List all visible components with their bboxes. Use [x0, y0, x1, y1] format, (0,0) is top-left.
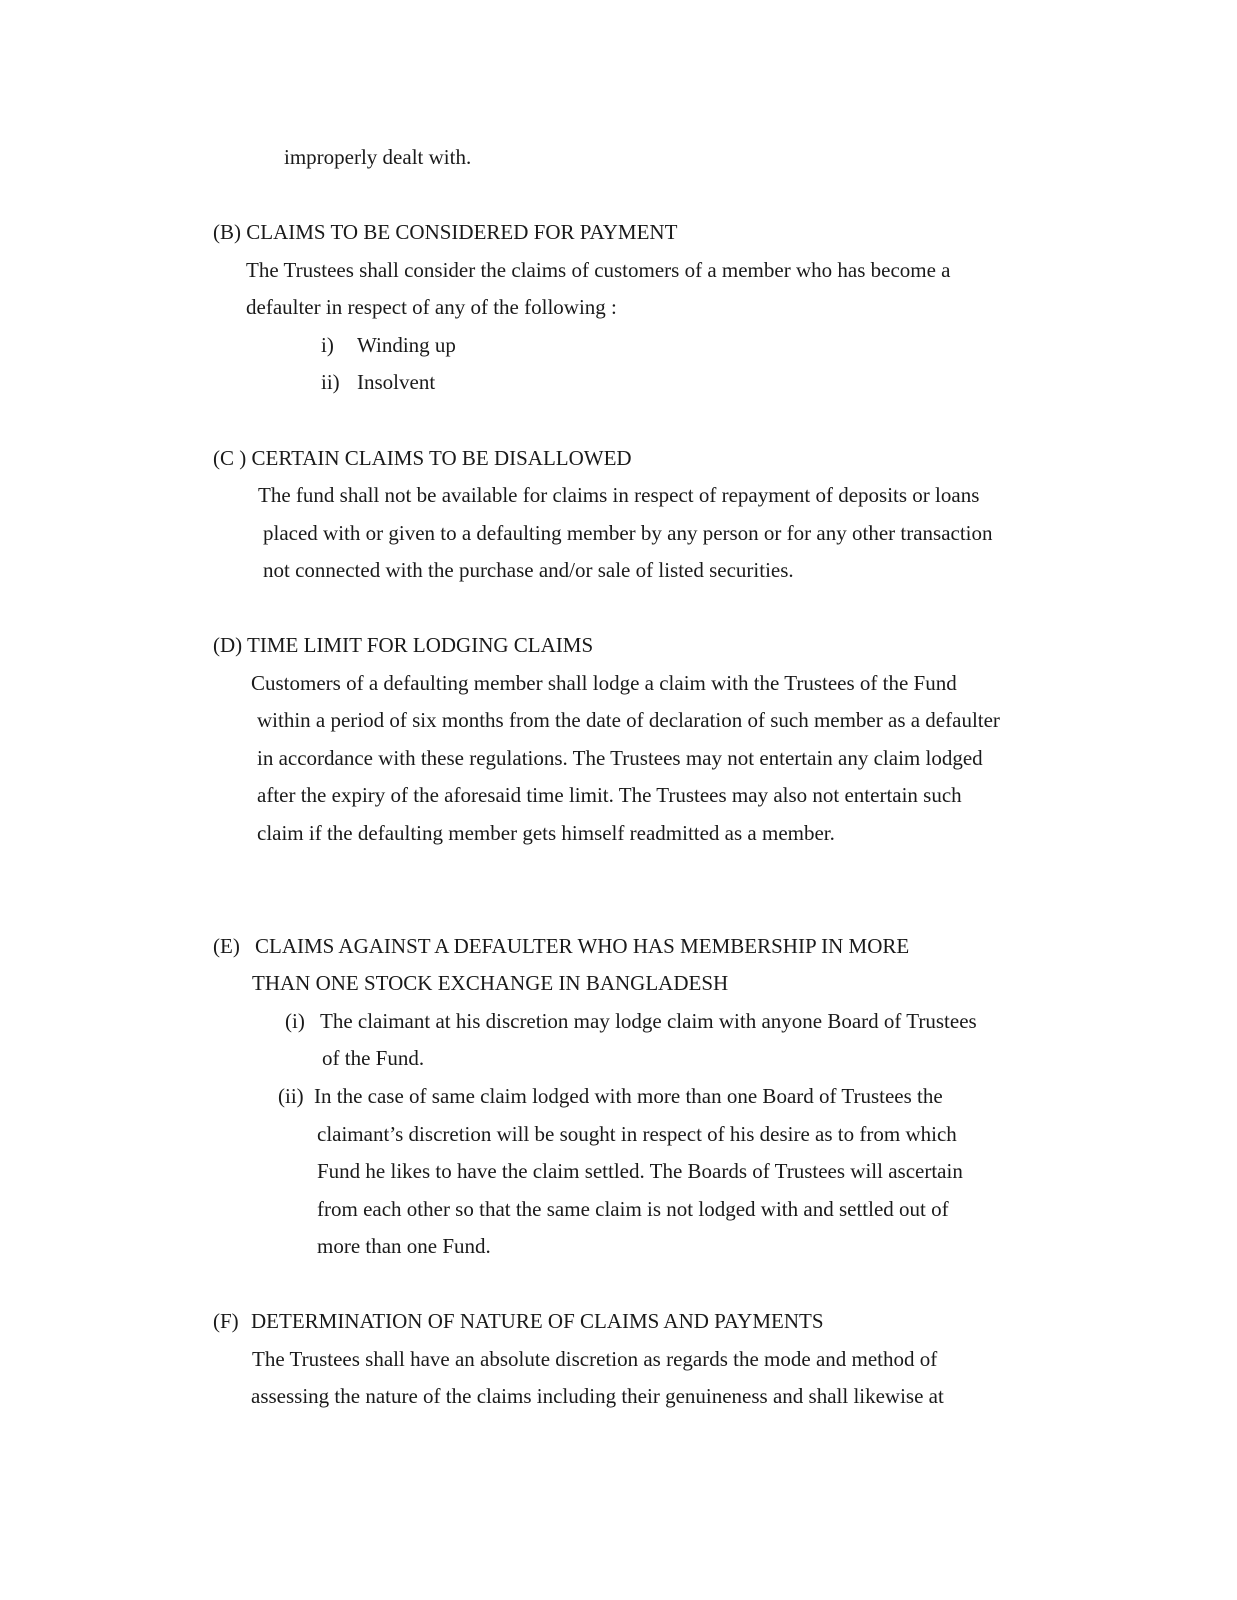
- section-f-heading-marker: (F): [213, 1309, 239, 1333]
- section-d-line-2: within a period of six months from the date of declaration of such member as a defaulter: [257, 708, 1000, 732]
- section-e-item-2-line-5: more than one Fund.: [317, 1234, 491, 1258]
- section-f-line-2: assessing the nature of the claims including their genuineness and shall likewise at: [251, 1384, 944, 1408]
- section-e-item-1-marker: (i): [285, 1009, 305, 1033]
- section-e-item-2-line-1: In the case of same claim lodged with more than one Board of Trustees the: [314, 1084, 943, 1108]
- section-d-line-1: Customers of a defaulting member shall lodge a claim with the Trustees of the Fund: [251, 671, 957, 695]
- section-b-item-2-marker: ii): [321, 370, 340, 394]
- section-e-item-2-line-2: claimant’s discretion will be sought in respect of his desire as to from which: [317, 1122, 957, 1146]
- section-e-heading-marker: (E): [213, 934, 240, 958]
- section-d-line-4: after the expiry of the aforesaid time limit. The Trustees may also not entertain such: [257, 783, 962, 807]
- section-d-line-3: in accordance with these regulations. The Trustees may not entertain any claim lodged: [257, 746, 983, 770]
- section-e-item-1-line-1: The claimant at his discretion may lodge claim with anyone Board of Trustees: [320, 1009, 977, 1033]
- section-e-heading-line-2: THAN ONE STOCK EXCHANGE IN BANGLADESH: [252, 971, 729, 995]
- section-e-item-1-line-2: of the Fund.: [322, 1046, 425, 1070]
- section-b-line-1: The Trustees shall consider the claims of customers of a member who has become a: [246, 258, 951, 282]
- section-b-heading: (B) CLAIMS TO BE CONSIDERED FOR PAYMENT: [213, 220, 678, 244]
- section-b-item-1-text: Winding up: [357, 333, 456, 357]
- section-c-line-3: not connected with the purchase and/or sale of listed securities.: [263, 558, 794, 582]
- section-c-heading: (C ) CERTAIN CLAIMS TO BE DISALLOWED: [213, 446, 632, 470]
- continuation-text: improperly dealt with.: [284, 145, 472, 169]
- section-e-item-2-line-3: Fund he likes to have the claim settled. The Boards of Trustees will ascertain: [317, 1159, 963, 1183]
- section-f-line-1: The Trustees shall have an absolute discretion as regards the mode and method of: [252, 1347, 938, 1371]
- section-e-heading-line-1: CLAIMS AGAINST A DEFAULTER WHO HAS MEMBERSHIP IN MORE: [255, 934, 910, 958]
- section-e-item-2-line-4: from each other so that the same claim is not lodged with and settled out of: [317, 1197, 949, 1221]
- section-b-line-2: defaulter in respect of any of the following :: [246, 295, 617, 319]
- section-c-line-2: placed with or given to a defaulting member by any person or for any other transaction: [263, 521, 993, 545]
- section-b-item-2-text: Insolvent: [357, 370, 436, 394]
- section-d-heading: (D) TIME LIMIT FOR LODGING CLAIMS: [213, 633, 594, 657]
- section-e-item-2-marker: (ii): [278, 1084, 304, 1108]
- section-f-heading: DETERMINATION OF NATURE OF CLAIMS AND PAYMENTS: [251, 1309, 824, 1333]
- section-c-line-1: The fund shall not be available for claims in respect of repayment of deposits or loans: [258, 483, 980, 507]
- section-b-item-1-marker: i): [321, 333, 334, 357]
- section-d-line-5: claim if the defaulting member gets himself readmitted as a member.: [257, 821, 835, 845]
